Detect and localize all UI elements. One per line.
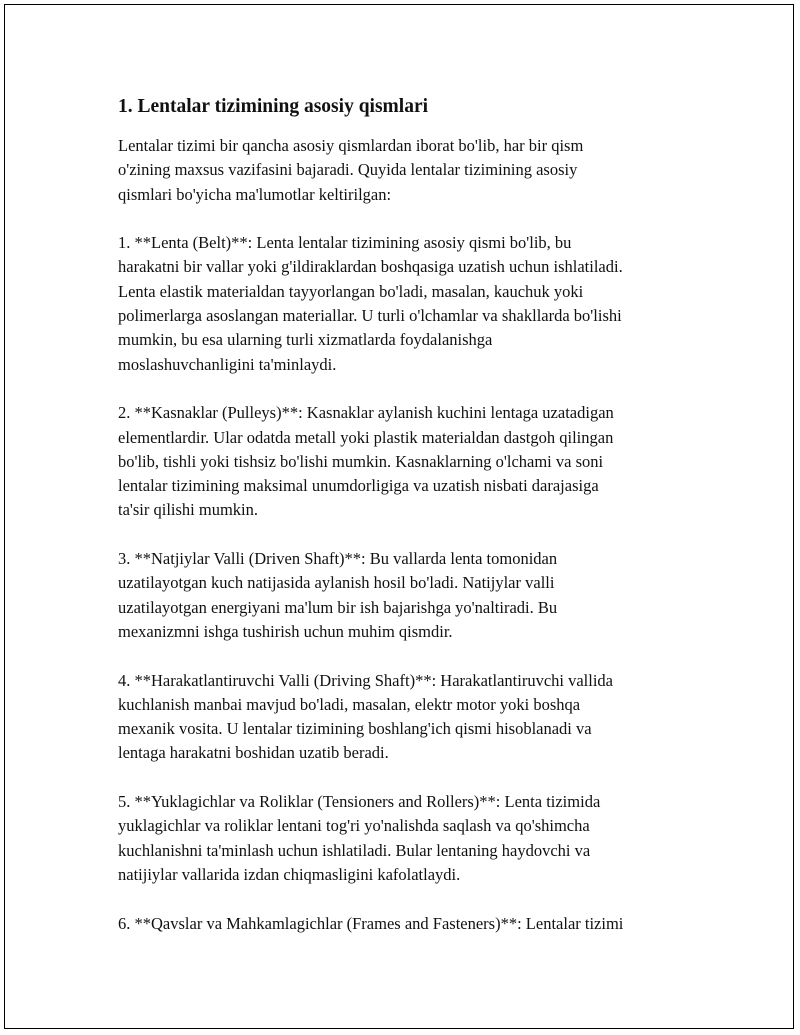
intro-paragraph: [118, 134, 698, 207]
list-item-driving-shaft: [118, 669, 698, 766]
list-item-pulleys: [118, 401, 698, 522]
text-line: moslashuvchanligini ta'minlaydi.: [118, 354, 337, 374]
text-line: 6. **Qavslar va Mahkamlagichlar (Frames and Fasteners)**: Lentalar tizimi: [118, 913, 624, 933]
document-body: [118, 93, 698, 960]
text-line: 1. **Lenta (Belt)**: Lenta lentalar tizimining asosiy qismi bo'lib, bu: [118, 233, 572, 253]
text-line: bo'lib, tishli yoki tishsiz bo'lishi mumkin. Kasnaklarning o'lchami va soni: [118, 451, 604, 471]
text-line: Lenta elastik materialdan tayyorlangan bo'ladi, masalan, kauchuk yoki: [118, 281, 584, 301]
text-line: qismlari bo'yicha ma'lumotlar keltirilgan:: [118, 184, 392, 204]
text-line: harakatni bir vallar yoki g'ildiraklardan boshqasiga uzatish uchun ishlatiladi.: [118, 257, 623, 277]
text-line: 5. **Yuklagichlar va Roliklar (Tensioners and Rollers)**: Lenta tizimida: [118, 792, 601, 812]
section-heading: 1. Lentalar tizimining asosiy qismlari: [118, 96, 429, 117]
list-item-frames: [118, 912, 698, 936]
text-line: uzatilayotgan energiyani ma'lum bir ish bajarishga yo'naltiradi. Bu: [118, 597, 558, 617]
text-line: o'zining maxsus vazifasini bajaradi. Quyida lentalar tizimining asosiy: [118, 160, 578, 180]
text-line: natijiylar vallarida izdan chiqmasligini kafolatlaydi.: [118, 864, 461, 884]
text-line: Lentalar tizimi bir qancha asosiy qismlardan iborat bo'lib, har bir qism: [118, 136, 584, 155]
text-line: 2. **Kasnaklar (Pulleys)**: Kasnaklar aylanish kuchini lentaga uzatadigan: [118, 403, 614, 423]
list-item-belt: [118, 231, 698, 377]
text-line: polimerlarga asoslangan materiallar. U turli o'lchamlar va shakllarda bo'lishi: [118, 306, 622, 326]
text-line: lentaga harakatni boshidan uzatib beradi.: [118, 743, 389, 763]
text-line: elementlardir. Ular odatda metall yoki plastik materialdan dastgoh qilingan: [118, 427, 614, 447]
text-line: 4. **Harakatlantiruvchi Valli (Driving Shaft)**: Harakatlantiruvchi vallida: [118, 670, 614, 690]
text-line: lentalar tizimining maksimal unumdorligiga va uzatish nisbati darajasiga: [118, 476, 599, 496]
text-line: ta'sir qilishi mumkin.: [118, 500, 259, 520]
text-line: uzatilayotgan kuch natijasida aylanish hosil bo'ladi. Natijylar valli: [118, 573, 555, 593]
text-line: 3. **Natjiylar Valli (Driven Shaft)**: Bu vallarda lenta tomonidan: [118, 549, 558, 569]
text-line: mexanizmni ishga tushirish uchun muhim qismdir.: [118, 621, 453, 641]
text-line: mexanik vosita. U lentalar tizimining boshlang'ich qismi hisoblanadi va: [118, 719, 592, 739]
text-line: kuchlanishni ta'minlash uchun ishlatiladi. Bular lentaning haydovchi va: [118, 840, 591, 860]
text-line: kuchlanish manbai mavjud bo'ladi, masalan, elektr motor yoki boshqa: [118, 694, 581, 714]
text-line: yuklagichlar va roliklar lentani tog'ri yo'nalishda saqlash va qo'shimcha: [118, 816, 590, 836]
list-item-tensioners: [118, 790, 698, 887]
list-item-driven-shaft: [118, 547, 698, 644]
text-line: mumkin, bu esa ularning turli xizmatlarda foydalanishga: [118, 330, 493, 350]
